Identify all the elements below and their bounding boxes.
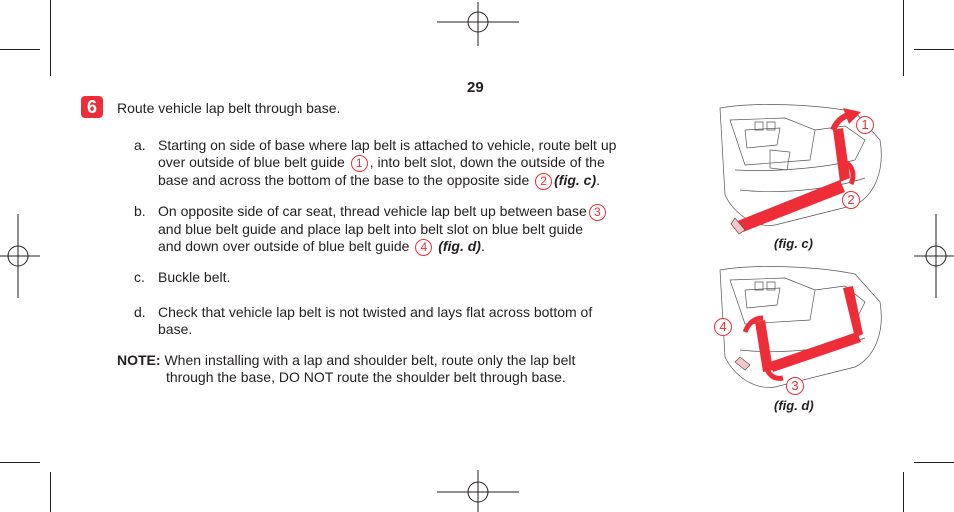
note-label: NOTE: xyxy=(117,352,161,368)
instruction-letter: b. xyxy=(134,203,146,219)
instruction-text: . xyxy=(480,237,485,254)
registration-mark xyxy=(437,2,519,46)
instruction-letter: d. xyxy=(134,304,146,320)
figure-d-caption: (fig. d) xyxy=(774,398,814,413)
instruction-text: Check that vehicle lap belt is not twisted and lays flat across bottom of xyxy=(158,304,593,320)
callout-number-4: 4 xyxy=(415,239,432,256)
crop-mark xyxy=(0,462,40,463)
crop-mark xyxy=(0,49,40,50)
note-text: through the base, DO NOT route the shoulder belt through base. xyxy=(166,369,566,385)
registration-mark xyxy=(914,214,954,298)
figure-reference: (fig. d) xyxy=(438,237,481,254)
instruction-text: Buckle belt. xyxy=(158,269,231,285)
step-title: Route vehicle lap belt through base. xyxy=(117,100,341,116)
figure-callout-4: 4 xyxy=(714,318,732,336)
instruction-text: over outside of blue belt guide xyxy=(158,154,345,170)
figure-reference: (fig. c) xyxy=(554,171,597,188)
figure-c-caption: (fig. c) xyxy=(774,236,813,251)
step-number-badge: 6 xyxy=(81,96,103,118)
registration-mark xyxy=(0,214,40,298)
instruction-letter: c. xyxy=(134,269,145,285)
figure-callout-3: 3 xyxy=(786,377,804,395)
callout-number-1: 1 xyxy=(351,155,368,172)
crop-mark xyxy=(914,462,954,463)
note-text: When installing with a lap and shoulder belt, route only the lap belt xyxy=(164,352,576,368)
callout-number-3: 3 xyxy=(589,204,606,221)
registration-mark xyxy=(437,470,519,512)
callout-number-2: 2 xyxy=(535,173,552,190)
crop-mark xyxy=(50,472,51,512)
figure-callout-2: 2 xyxy=(842,191,860,209)
page-number: 29 xyxy=(467,79,484,96)
instruction-text: On opposite side of car seat, thread vehicle lap belt up between base xyxy=(158,203,587,219)
instruction-text: and down over outside of blue belt guide xyxy=(158,237,410,254)
crop-mark xyxy=(914,49,954,50)
instruction-text: . xyxy=(596,171,601,188)
instruction-text: base and across the bottom of the base to the opposite side xyxy=(158,171,530,188)
instruction-text: and blue belt guide and place lap belt into belt slot on blue belt guide xyxy=(158,220,583,237)
crop-mark xyxy=(903,472,904,512)
instruction-text: , into belt slot, down the outside of the xyxy=(369,154,605,170)
figure-d-illustration xyxy=(715,262,890,397)
instruction-text: base. xyxy=(158,321,193,337)
note xyxy=(117,352,575,386)
crop-mark xyxy=(903,0,904,76)
instruction-letter: a. xyxy=(134,137,146,153)
figure-callout-1: 1 xyxy=(856,116,874,134)
instruction-text: Starting on side of base where lap belt is attached to vehicle, route belt up xyxy=(158,137,617,153)
crop-mark xyxy=(50,0,51,76)
